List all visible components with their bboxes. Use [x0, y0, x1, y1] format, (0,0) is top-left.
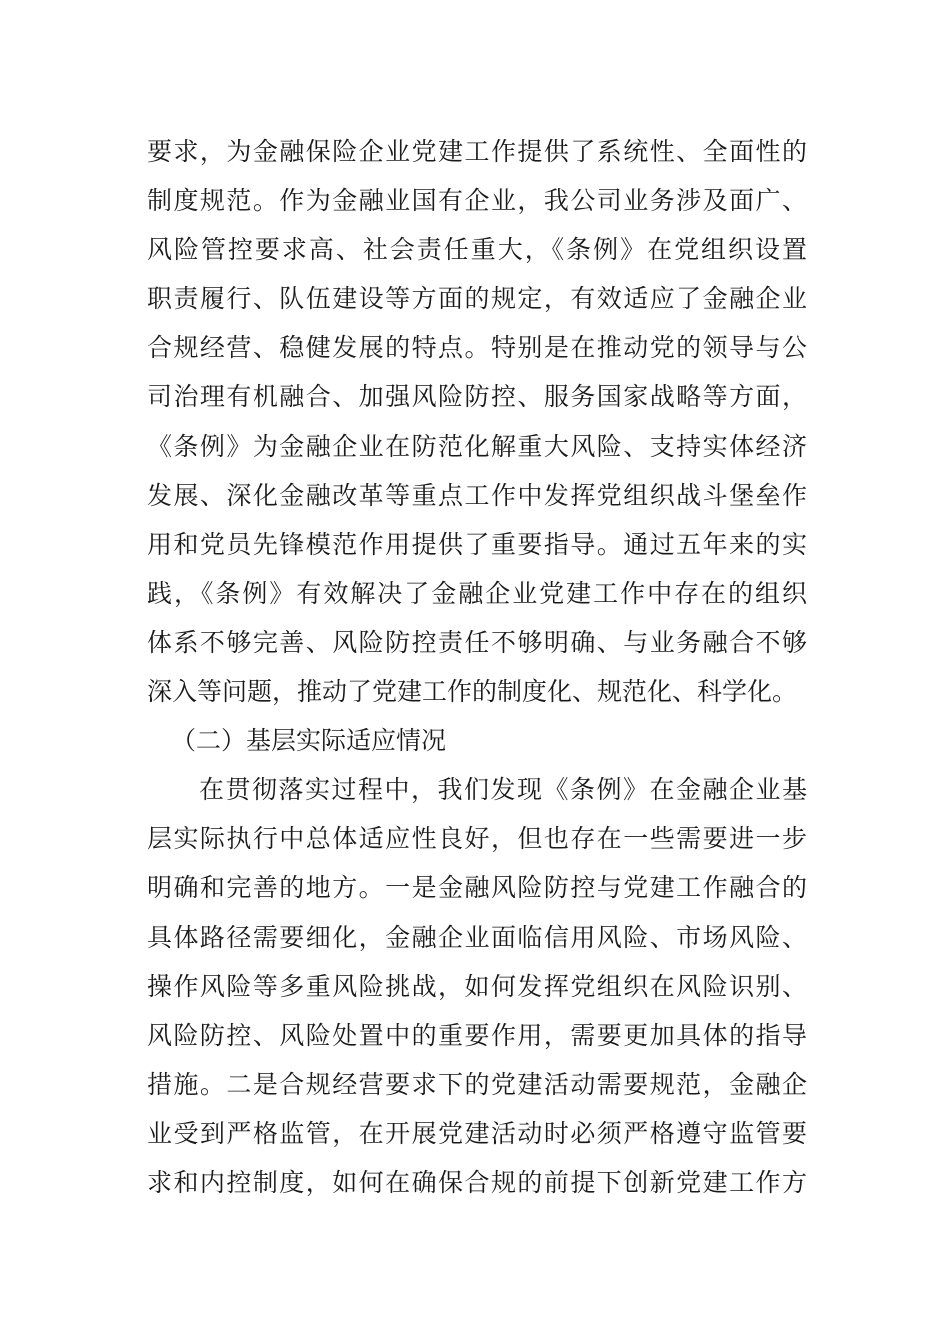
text-line: 业受到严格监管，在开展党建活动时必须严格遵守监管要	[147, 1118, 807, 1148]
text-line: 司治理有机融合、加强风险防控、服务国家战略等方面，	[147, 382, 807, 412]
text-line: 践，《条例》有效解决了金融企业党建工作中存在的组织	[147, 578, 807, 608]
text-line: 在贯彻落实过程中，我们发现《条例》在金融企业基	[199, 775, 807, 805]
text-line: 用和党员先锋模范作用提供了重要指导。通过五年来的实	[147, 529, 807, 559]
text-line: 合规经营、稳健发展的特点。特别是在推动党的领导与公	[147, 333, 807, 363]
text-line: 《条例》为金融企业在防范化解重大风险、支持实体经济	[147, 431, 807, 461]
text-line: 制度规范。作为金融业国有企业，我公司业务涉及面广、	[147, 186, 807, 216]
text-line: 操作风险等多重风险挑战，如何发挥党组织在风险识别、	[147, 971, 807, 1001]
text-line: 要求，为金融保险企业党建工作提供了系统性、全面性的	[147, 137, 807, 166]
text-line: 发展、深化金融改革等重点工作中发挥党组织战斗堡垒作	[147, 480, 807, 510]
text-line: 体系不够完善、风险防控责任不够明确、与业务融合不够	[147, 627, 807, 657]
text-line: 风险防控、风险处置中的重要作用，需要更加具体的指导	[147, 1020, 807, 1050]
document-body	[147, 127, 807, 1207]
text-line: 求和内控制度，如何在确保合规的前提下创新党建工作方	[147, 1167, 807, 1197]
paragraph-2	[147, 765, 807, 1207]
section-heading: （二）基层实际适应情况	[171, 726, 447, 756]
text-line: 明确和完善的地方。一是金融风险防控与党建工作融合的	[147, 873, 807, 903]
text-line: 职责履行、队伍建设等方面的规定，有效适应了金融企业	[147, 284, 807, 314]
text-line: 具体路径需要细化，金融企业面临信用风险、市场风险、	[147, 922, 807, 952]
text-line: 措施。二是合规经营要求下的党建活动需要规范，金融企	[147, 1069, 807, 1099]
text-line: 风险管控要求高、社会责任重大，《条例》在党组织设置	[147, 235, 807, 265]
paragraph-1	[147, 127, 807, 716]
text-line: 层实际执行中总体适应性良好，但也存在一些需要进一步	[147, 824, 807, 854]
text-line: 深入等问题，推动了党建工作的制度化、规范化、科学化。	[147, 677, 798, 707]
